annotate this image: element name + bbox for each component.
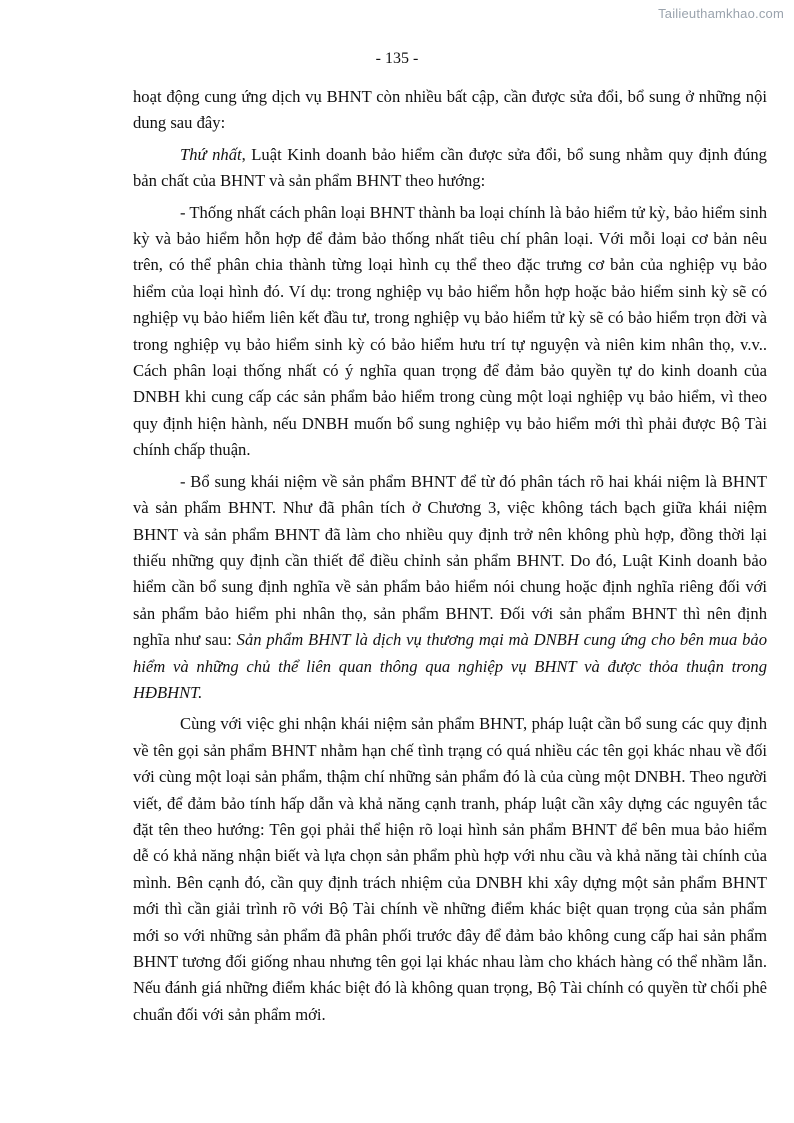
paragraph-product-concept — [133, 469, 767, 707]
product-definition: Sản phẩm BHNT là dịch vụ thương mại mà DNBH cung ứng cho bên mua bảo hiểm và những chủ thể liên quan thông qua nghiệp vụ BHNT và được thỏa thuận trong HĐBHNT. — [133, 630, 768, 702]
paragraph-first-point — [133, 142, 767, 195]
first-point-lead: Thứ nhất — [180, 144, 242, 164]
first-point-text: , Luật Kinh doanh bảo hiểm cần được sửa đổi, bổ sung nhằm quy định đúng bản chất của BHNT và sản phẩm BHNT theo hướng: — [133, 144, 767, 191]
page-number: - 135 - — [375, 50, 419, 67]
document-body — [133, 84, 767, 1033]
product-concept-text: - Bổ sung khái niệm về sản phẩm BHNT để từ đó phân tách rõ hai khái niệm là BHNT và sản phẩm BHNT. Như đã phân tích ở Chương 3, việc không tách bạch giữa khái niệm BHNT và sản phẩm BHNT đã làm cho nhiều quy định trở nên không phù hợp, đồng thời lại thiếu những quy định cần thiết để điều chỉnh sản phẩm BHNT. Do đó, Luật Kinh doanh bảo hiểm cần bổ sung định nghĩa về sản phẩm bảo hiểm nói chung hoặc định nghĩa riêng đối với sản phẩm bảo hiểm phi nhân thọ, sản phẩm BHNT. Đối với sản phẩm BHNT thì nên định nghĩa như sau: — [133, 471, 767, 650]
paragraph-continuation: hoạt động cung ứng dịch vụ BHNT còn nhiều bất cập, cần được sửa đổi, bổ sung ở những nội dung sau đây: — [133, 87, 767, 133]
paragraph-product-naming: Cùng với việc ghi nhận khái niệm sản phẩm BHNT, pháp luật cần bổ sung các quy định về tên gọi sản phẩm BHNT nhằm hạn chế tình trạng có quá nhiều các tên gọi khác nhau về đối với cùng một loại sản phẩm, thậm chí những sản phẩm đó là của cùng một DNBH. Theo người viết, để đảm bảo tính hấp dẫn và khả năng cạnh tranh, pháp luật cần xây dựng các nguyên tắc đặt tên theo hướng: Tên gọi phải thể hiện rõ loại hình sản phẩm BHNT để bên mua bảo hiểm dễ có khả năng nhận biết và lựa chọn sản phẩm phù hợp với nhu cầu và khả năng tài chính của mình. Bên cạnh đó, cần quy định trách nhiệm của DNBH khi xây dựng một sản phẩm BHNT mới thì cần giải trình rõ với Bộ Tài chính về những điểm khác biệt quan trọng của sản phẩm mới so với những sản phẩm đã phân phối trước đây để đảm bảo không cung cấp hai sản phẩm BHNT tương đối giống nhau nhưng tên gọi lại khác nhau làm cho khách hàng có thể nhầm lẫn. Nếu đánh giá những điểm khác biệt đó là không quan trọng, Bộ Tài chính có quyền từ chối phê chuẩn đối với sản phẩm mới. — [133, 714, 767, 1024]
watermark: Tailieuthamkhao.com — [658, 6, 784, 21]
paragraph-classification: - Thống nhất cách phân loại BHNT thành ba loại chính là bảo hiểm tử kỳ, bảo hiểm sinh kỳ và bảo hiểm hỗn hợp để đảm bảo thống nhất tiêu chí phân loại. Với mỗi loại cơ bản nêu trên, có thể phân chia thành từng loại hình cụ thể theo đặc trưng cơ bản của nghiệp vụ bảo hiểm của loại hình đó. Ví dụ: trong nghiệp vụ bảo hiểm hỗn hợp hoặc bảo hiểm sinh kỳ sẽ có nghiệp vụ bảo hiểm liên kết đầu tư, trong nghiệp vụ bảo hiểm tử kỳ sẽ có bảo hiểm trọn đời và trong nghiệp vụ bảo hiểm sinh kỳ có bảo hiểm hưu trí tự nguyện và niên kim nhân thọ, v.v.. Cách phân loại thống nhất có ý nghĩa quan trọng để đảm bảo quyền tự do kinh doanh của DNBH khi cung cấp các sản phẩm bảo hiểm trong cùng một loại nghiệp vụ bảo hiểm, vì theo quy định hiện hành, nếu DNBH muốn bổ sung nghiệp vụ bảo hiểm mới thì phải được Bộ Tài chính chấp thuận. — [133, 202, 767, 460]
